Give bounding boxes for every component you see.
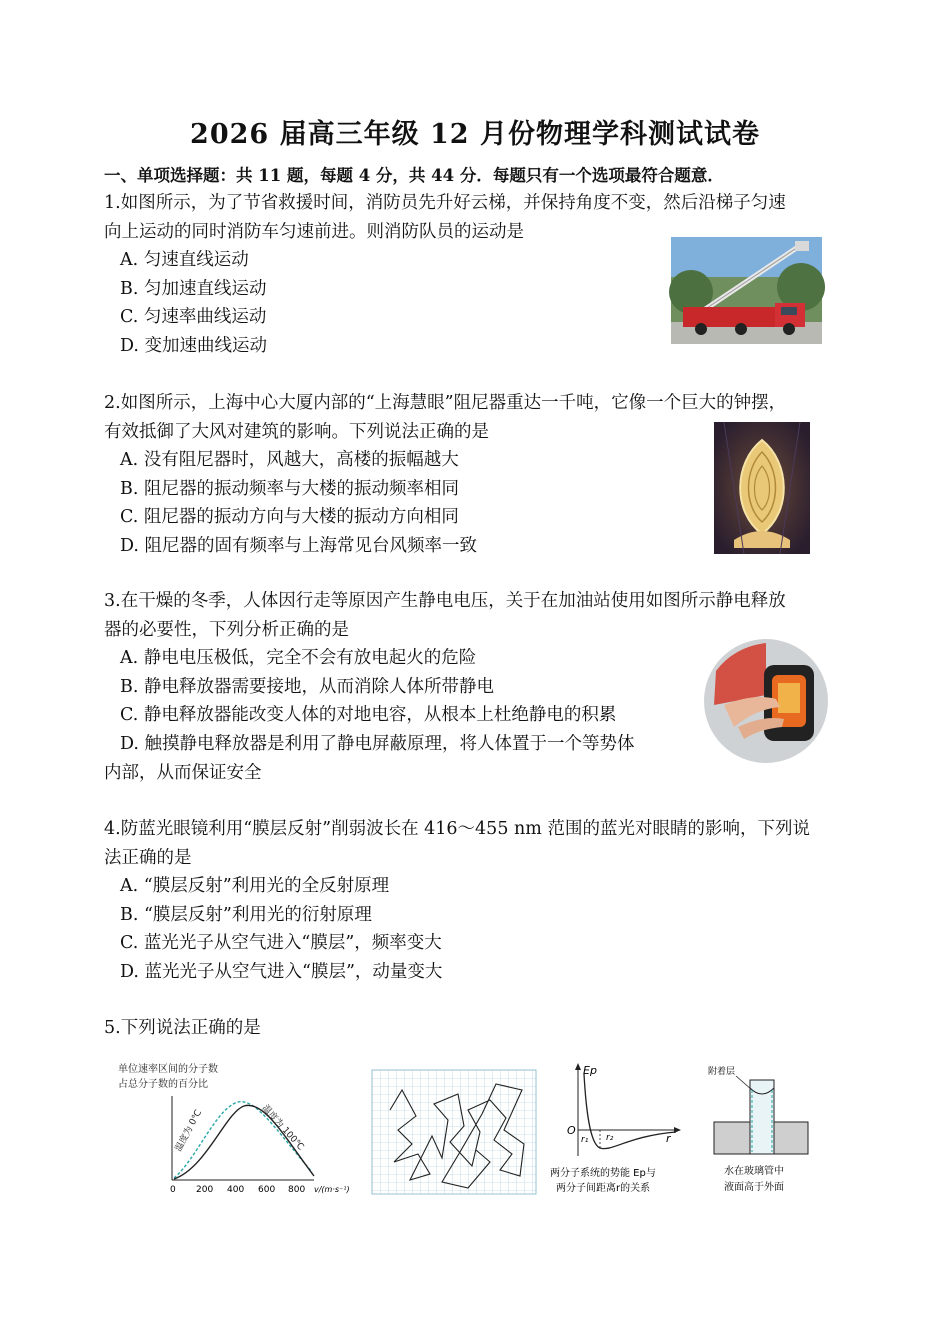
- option-c: C. 蓝光光子从空气进入“膜层”，频率变大: [120, 933, 442, 954]
- question-stem: 4.防蓝光眼镜利用“膜层反射”削弱波长在 416～455 nm 范围的蓝光对眼睛的影响，下列说: [104, 819, 810, 839]
- figure-c-caption-2: 两分子间距离r的关系: [556, 1183, 651, 1194]
- section-heading: 一、单项选择题：共 11 题，每题 4 分，共 44 分．每题只有一个选项最符合题意．: [104, 166, 724, 185]
- x-axis-unit: v/(m·s⁻¹): [314, 1185, 350, 1194]
- option-d: D. 变加速曲线运动: [120, 335, 268, 356]
- option-b: B. 阻尼器的振动频率与大楼的振动频率相同: [120, 478, 459, 499]
- option-a: A. “膜层反射”利用光的全反射原理: [120, 876, 390, 897]
- r2-label: r₂: [606, 1133, 614, 1143]
- x-tick-600: 600: [258, 1185, 276, 1195]
- question-stem: 器的必要性，下列分析正确的是: [104, 619, 349, 640]
- x-tick-800: 800: [288, 1185, 306, 1195]
- speed-distribution-figure: [116, 1060, 350, 1196]
- figure-d-caption-2: 液面高于外面: [724, 1182, 784, 1193]
- option-c: C. 阻尼器的振动方向与大楼的振动方向相同: [120, 507, 459, 528]
- page-title: 2026 届高三年级 12 月份物理学科测试试卷: [190, 119, 760, 150]
- ylabel-line2: 占总分子数的百分比: [118, 1079, 208, 1090]
- option-c: C. 静电释放器能改变人体的对地电容，从根本上杜绝静电的积累: [120, 705, 617, 726]
- option-d: D. 蓝光光子从空气进入“膜层”，动量变大: [120, 961, 443, 982]
- question-5: [104, 1014, 856, 1043]
- x-tick-400: 400: [227, 1185, 245, 1195]
- option-a: A. 匀速直线运动: [120, 250, 249, 271]
- option-a: A. 静电电压极低，完全不会有放电起火的危险: [120, 648, 477, 669]
- x-tick-0: 0: [170, 1185, 176, 1195]
- potential-energy-figure: [550, 1060, 690, 1200]
- option-a: A. 没有阻尼器时，风越大，高楼的振幅越大: [120, 450, 459, 471]
- damper-photo: [714, 422, 810, 554]
- ylabel-line1: 单位速率区间的分子数: [118, 1064, 218, 1075]
- question-stem: 向上运动的同时消防车匀速前进。则消防队员的运动是: [104, 221, 524, 242]
- static-discharger-photo: [694, 635, 838, 767]
- origin-label: O: [567, 1124, 576, 1137]
- question-stem: 2.如图所示，上海中心大厦内部的“上海慧眼”阻尼器重达一千吨，它像一个巨大的钟摆，: [104, 393, 787, 413]
- option-c: C. 匀速率曲线运动: [120, 307, 267, 328]
- figure-d-caption-1: 水在玻璃管中: [724, 1166, 784, 1177]
- fire-truck-photo: [671, 237, 822, 344]
- option-b: B. “膜层反射”利用光的衍射原理: [120, 904, 372, 925]
- figure-c-caption-1: 两分子系统的势能 Ep与: [550, 1168, 656, 1179]
- question-stem: 有效抵御了大风对建筑的影响。下列说法正确的是: [104, 421, 489, 442]
- curve-label-0c: 温度为 0℃: [173, 1108, 205, 1154]
- ep-axis-label: Ep: [583, 1064, 597, 1077]
- r-axis-label: r: [666, 1132, 671, 1145]
- question-stem: 5.下列说法正确的是: [104, 1018, 261, 1038]
- option-d: D. 阻尼器的固有频率与上海常见台风频率一致: [120, 535, 478, 556]
- option-b: B. 静电释放器需要接地，从而消除人体所带静电: [120, 676, 494, 697]
- curve-label-100c: 温度为 100℃: [259, 1103, 306, 1153]
- r1-label: r₁: [581, 1135, 589, 1145]
- option-d-continued: 内部，从而保证安全: [104, 762, 262, 783]
- adhesion-layer-label: 附着层: [708, 1067, 736, 1077]
- brownian-motion-figure: [372, 1070, 536, 1194]
- x-tick-200: 200: [196, 1185, 214, 1195]
- question-stem: 3.在干燥的冬季，人体因行走等原因产生静电电压，关于在加油站使用如图所示静电释放: [104, 591, 786, 611]
- question-stem: 1.如图所示，为了节省救援时间，消防员先升好云梯，并保持角度不变，然后沿梯子匀速: [104, 193, 786, 213]
- question-stem: 法正确的是: [104, 847, 192, 868]
- option-d: D. 触摸静电释放器是利用了静电屏蔽原理，将人体置于一个等势体: [120, 733, 635, 754]
- capillary-figure: [706, 1060, 816, 1200]
- option-b: B. 匀加速直线运动: [120, 278, 267, 299]
- question-4: [104, 815, 856, 987]
